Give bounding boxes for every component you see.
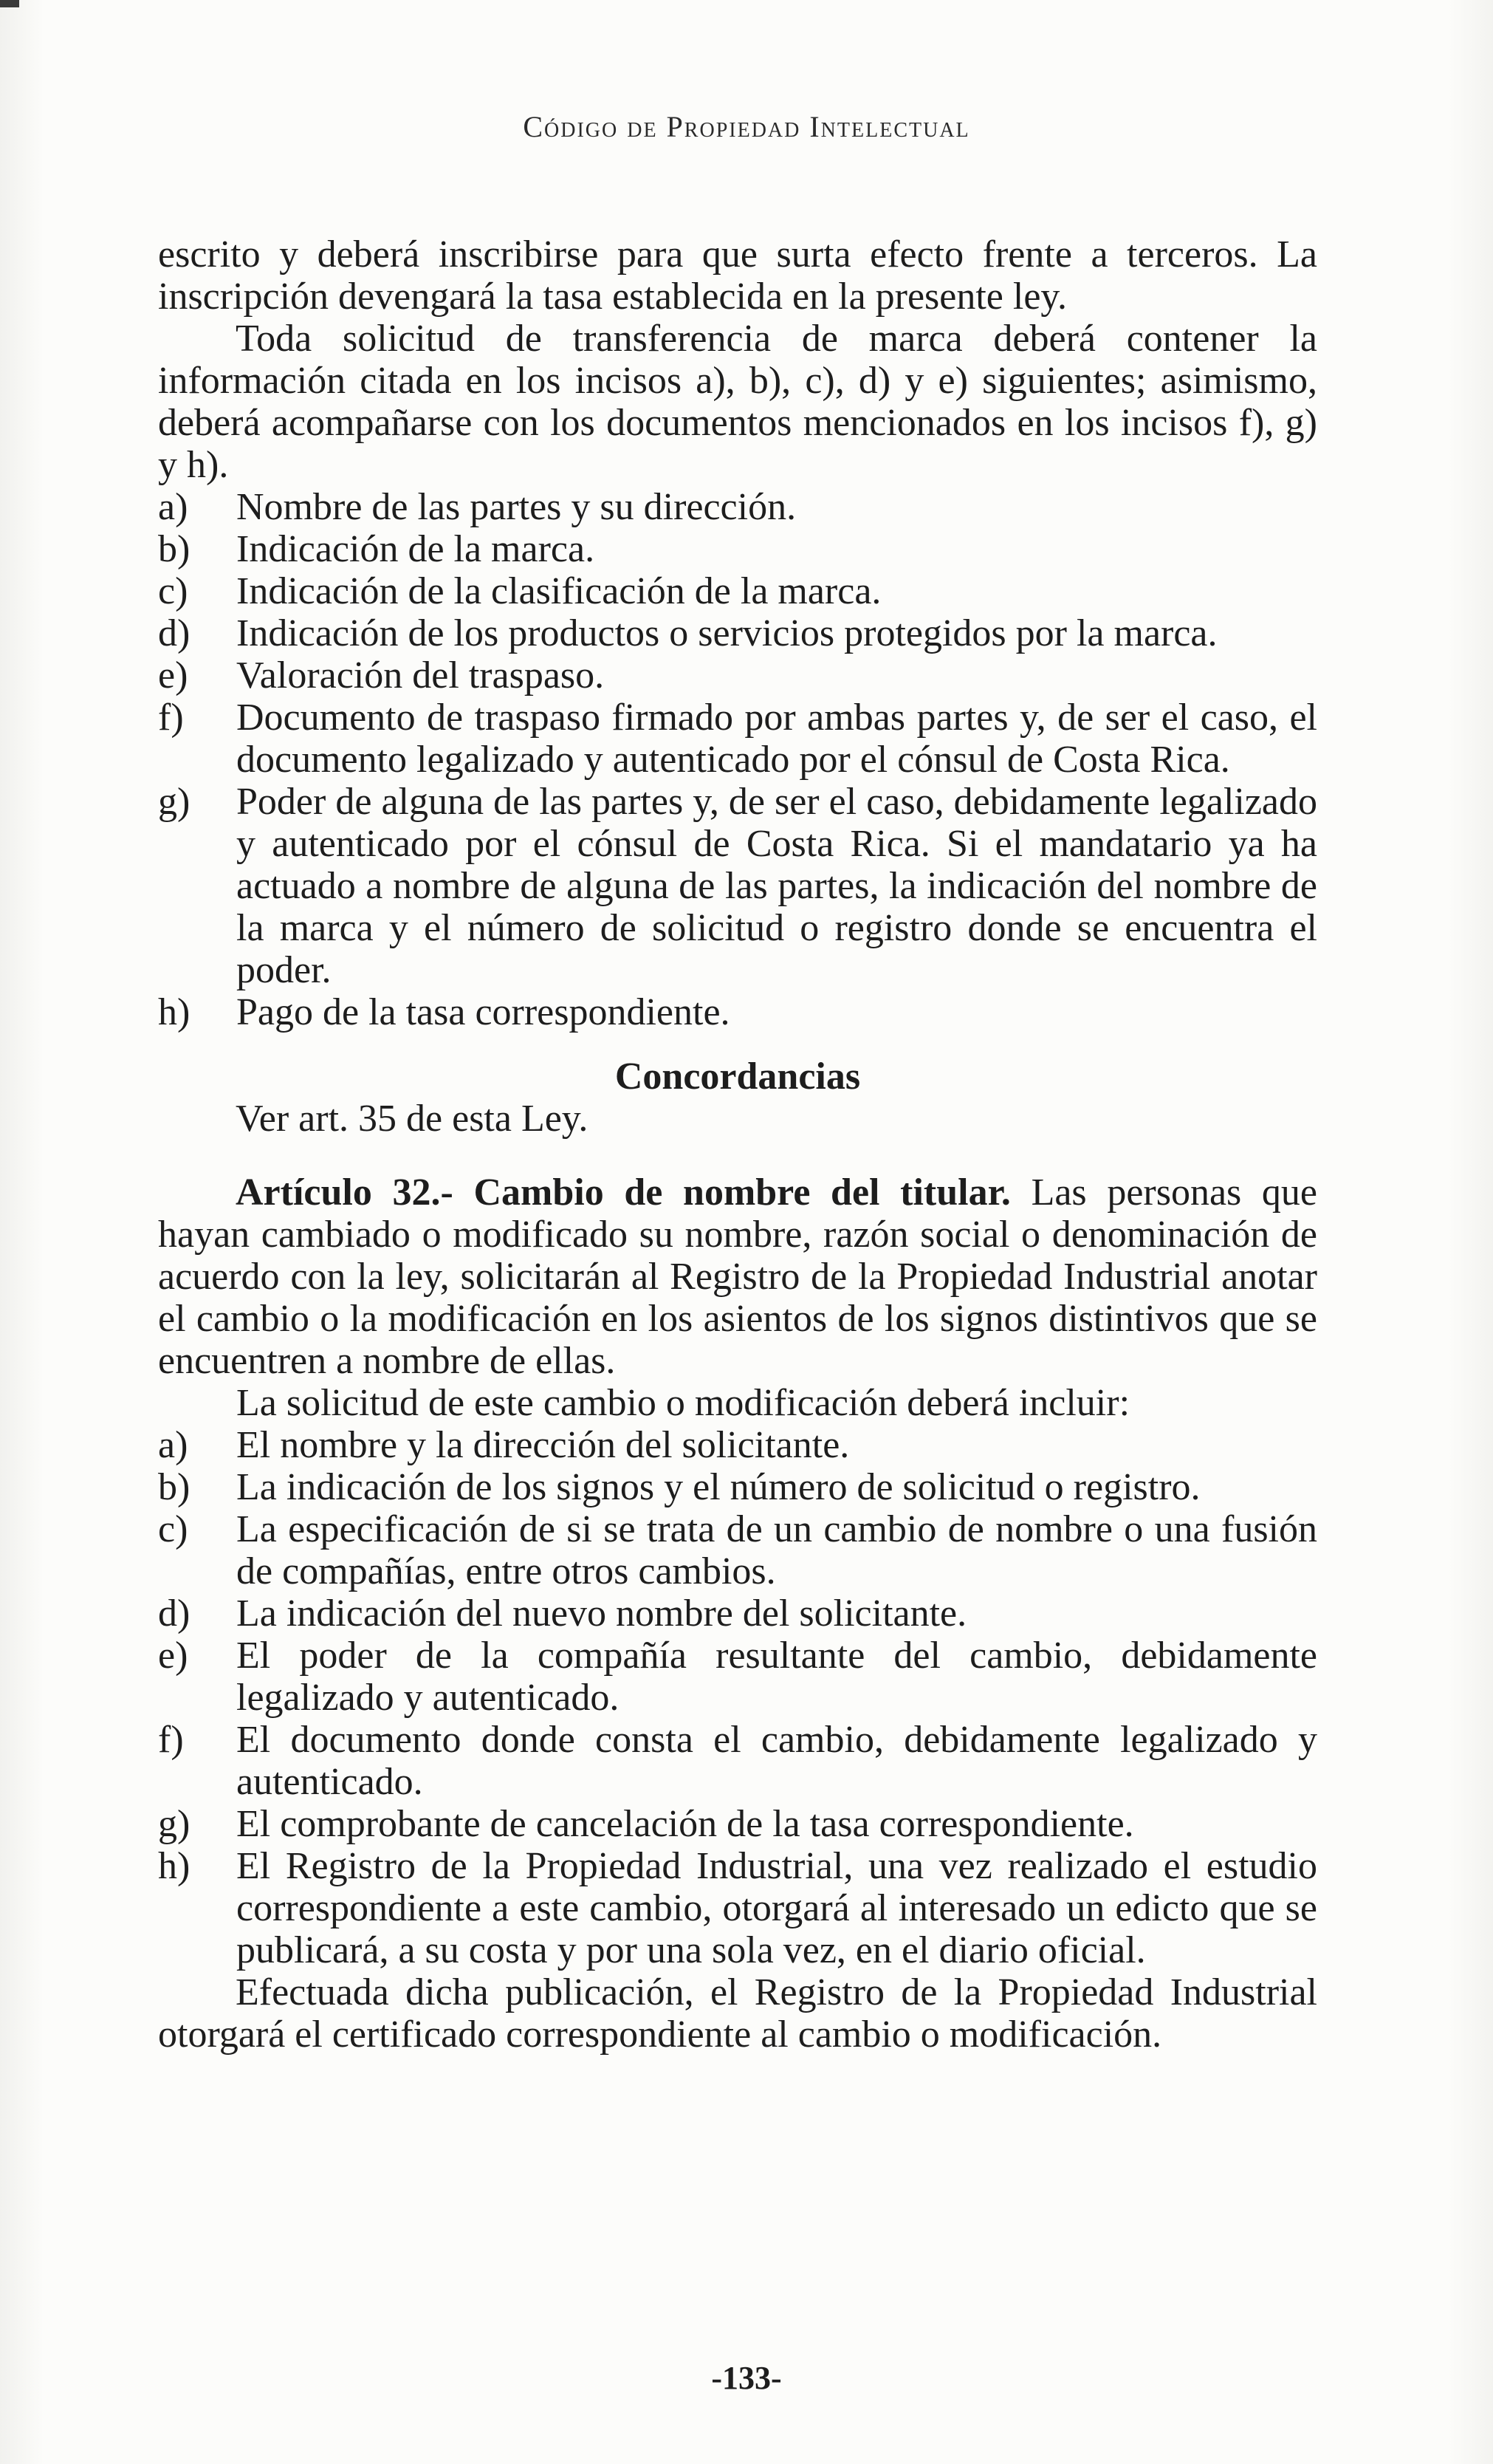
list-item [158,1508,1317,1592]
list-item [158,570,1317,612]
list-letter: d) [158,1592,191,1635]
list-letter: g) [158,1803,191,1845]
article-32-paragraph [158,1171,1317,1382]
list-item [158,1592,1317,1635]
list-item [158,1635,1317,1719]
list-text: Documento de traspaso firmado por ambas partes y, de ser el caso, el documento legalizado y autenticado por el cónsul de Costa Rica. [236,697,1317,781]
list-item [158,1466,1317,1508]
list-item [158,1719,1317,1803]
list-letter: c) [158,1508,188,1550]
article-32-lead: La solicitud de este cambio o modificación deberá incluir: [236,1382,1130,1424]
list-text: Indicación de la clasificación de la marca. [236,570,882,612]
list-text: Nombre de las partes y su dirección. [236,486,797,528]
list-text: El poder de la compañía resultante del cambio, debidamente legalizado y autenticado. [236,1635,1317,1719]
list-item [158,1803,1317,1845]
list-letter: g) [158,781,191,823]
list-letter: e) [158,1635,188,1677]
name-change-requirements-list [158,1424,1317,1971]
list-letter: d) [158,612,191,654]
list-letter: h) [158,1845,191,1887]
list-item [158,612,1317,654]
list-letter: f) [158,697,184,739]
list-text: Valoración del traspaso. [236,654,605,697]
running-header: Código de Propiedad Intelectual [523,110,970,143]
list-letter: h) [158,991,191,1033]
list-letter: a) [158,1424,188,1466]
list-item [158,654,1317,697]
concordancias-heading: Concordancias [614,1055,861,1098]
list-text: La indicación de los signos y el número de solicitud o registro. [236,1466,1201,1508]
list-text: El comprobante de cancelación de la tasa correspondiente. [236,1803,1134,1845]
page-body [158,233,1317,2056]
scan-corner-mark [0,0,19,7]
article-32-closing: Efectuada dicha publicación, el Registro de la Propiedad Industrial otorgará el certificado correspondiente al cambio o modificación. [158,1971,1317,2056]
list-text: La indicación del nuevo nombre del solicitante. [236,1592,967,1635]
concordancias-text: Ver art. 35 de esta Ley. [236,1098,588,1140]
list-text: La especificación de si se trata de un cambio de nombre o una fusión de compañías, entre otros cambios. [236,1508,1317,1592]
list-text: Indicación de la marca. [236,528,595,570]
list-letter: a) [158,486,188,528]
list-text: Pago de la tasa correspondiente. [236,991,730,1033]
list-text: Indicación de los productos o servicios protegidos por la marca. [236,612,1218,654]
list-letter: b) [158,1466,191,1508]
list-item [158,991,1317,1033]
list-text: El nombre y la dirección del solicitante. [236,1424,850,1466]
transfer-requirements-list [158,486,1317,1033]
paragraph-intro-1: escrito y deberá inscribirse para que surta efecto frente a terceros. La inscripción devengará la tasa establecida en la presente ley. [158,233,1317,318]
article-32-heading: Artículo 32.- Cambio de nombre del titular. [236,1171,1011,1214]
list-text: El Registro de la Propiedad Industrial, una vez realizado el estudio correspondiente a este cambio, otorgará al interesado un edicto que se publicará, a su costa y por una sola vez, en el diario oficial. [236,1845,1317,1971]
list-letter: b) [158,528,191,570]
list-text: El documento donde consta el cambio, debidamente legalizado y autenticado. [236,1719,1317,1803]
list-letter: e) [158,654,188,697]
list-item [158,697,1317,781]
list-text: Poder de alguna de las partes y, de ser el caso, debidamente legalizado y autenticado por el cónsul de Costa Rica. Si el mandatario ya ha actuado a nombre de alguna de las partes, la indicación del nombre de la marca y el número de solicitud o registro donde se encuentra el poder. [236,781,1317,991]
list-item [158,486,1317,528]
article-32-text: Las personas que hayan cambiado o modificado su nombre, razón social o denominación de acuerdo con la ley, solicitarán al Registro de la Propiedad Industrial anotar el cambio o la modificación en los asientos de los signos distintivos que se encuentren a nombre de ellas. [158,1171,1317,1382]
list-item [158,528,1317,570]
list-letter: c) [158,570,188,612]
list-item [158,1424,1317,1466]
paragraph-intro-2: Toda solicitud de transferencia de marca deberá contener la información citada en los incisos a), b), c), d) y e) siguientes; asimismo, deberá acompañarse con los documentos mencionados en los incisos f), g) y h). [158,318,1317,486]
list-item [158,781,1317,991]
list-item [158,1845,1317,1971]
list-letter: f) [158,1719,184,1761]
page-number: -133- [711,2360,782,2396]
